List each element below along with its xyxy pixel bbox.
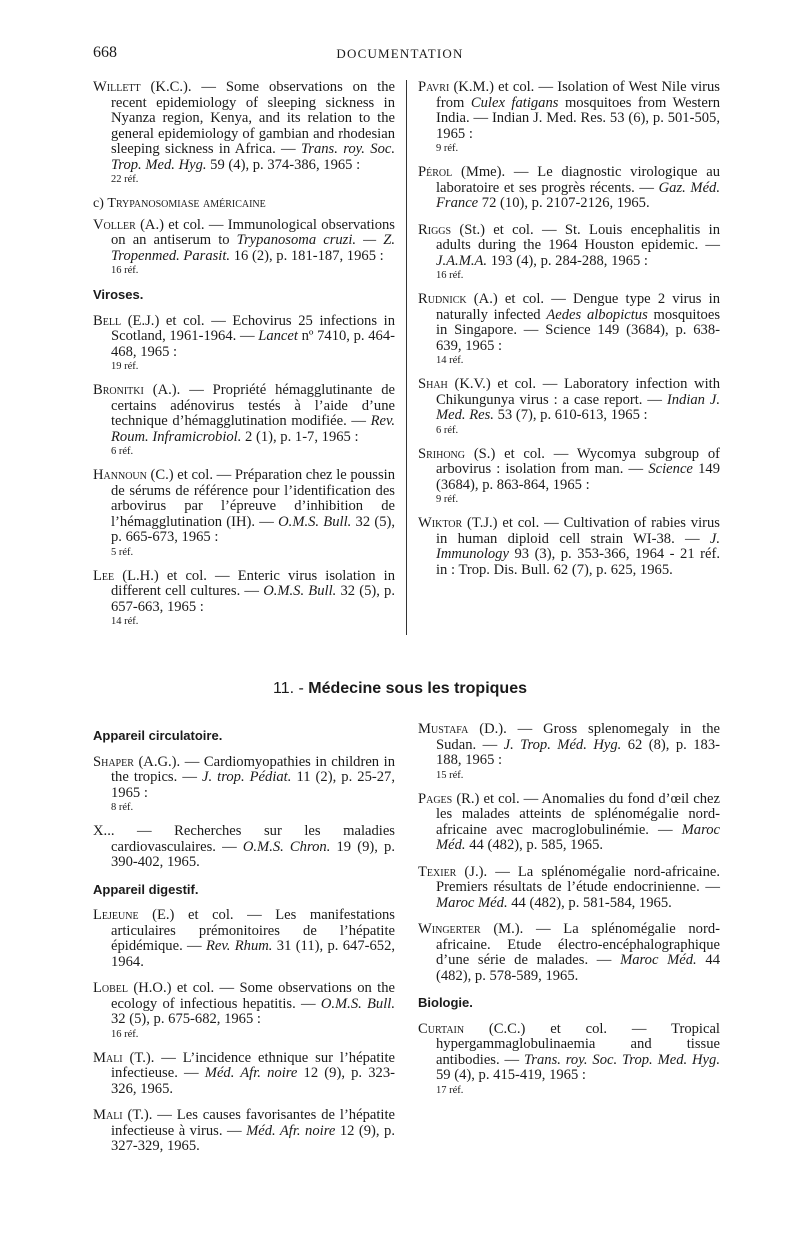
bibliography-entry [93, 908, 395, 970]
citation-body: (T.J.) et col. — Cultivation of rabies virus in human diploid cell strain WI-38. — [436, 515, 720, 547]
citation-details: 32 (5), p. 665-673, 1965 : [111, 513, 396, 545]
author-name: Mustafa [418, 721, 469, 737]
citation-text [93, 383, 395, 445]
author-name: Hannoun [93, 467, 147, 483]
citation-details: 16 (2), p. 181-187, 1965 : [230, 247, 384, 264]
author-name: Lobel [93, 980, 129, 996]
bibliography-entry [418, 292, 720, 366]
citation-details: 53 (7), p. 610-613, 1965 : [493, 407, 648, 423]
bibliography-entry [93, 755, 395, 814]
citation-body: (L.H.) et col. — Enteric virus isolation in different cell cultures. — [111, 567, 395, 599]
journal-title: Rev. Rhum. [205, 938, 273, 954]
bibliography-entry [93, 468, 395, 558]
section-title: Médecine sous les tropiques [308, 680, 527, 697]
reference-count: 19 réf. [111, 361, 139, 372]
citation-details: 72 (10), p. 2107-2126, 1965. [478, 195, 650, 211]
journal-title: Trypanosoma cruzi. — Z. Tropenmed. Parasit. [111, 232, 395, 264]
journal-title: Lancet [258, 328, 298, 344]
bibliography-entry [93, 218, 395, 277]
citation-body: (St.) et col. — St. Louis encephalitis in adults during the 1964 Houston epidemic. — [436, 221, 720, 253]
bibliography-entry [93, 383, 395, 457]
citation-text [93, 218, 395, 265]
citation-details: 2 (1), p. 1-7, 1965 : [241, 428, 359, 445]
author-name: Bronitki [93, 382, 144, 398]
citation-text [418, 80, 720, 142]
citation-details: 93 (3), p. 353-366, 1964 - 21 réf. in : Trop. Dis. Bull. 62 (7), p. 625, 1965. [436, 546, 720, 578]
bibliography-entry [93, 1051, 395, 1098]
author-name: Srihong [418, 445, 466, 462]
running-title: DOCUMENTATION [336, 46, 464, 61]
citation-details: 62 (8), p. 183-188, 1965 : [436, 736, 720, 768]
citation-details: 11 (2), p. 25-27, 1965 : [111, 769, 395, 801]
author-name: Willett [93, 79, 141, 95]
journal-title: J. Immunology [436, 530, 720, 562]
journal-title: Aedes albopictus [546, 306, 648, 323]
citation-text [93, 981, 395, 1028]
citation-details: 59 (4), p. 374-386, 1965 : [206, 156, 361, 173]
reference-count: 17 réf. [436, 1084, 464, 1096]
bibliography-entry [93, 569, 395, 628]
author-name: Shaper [93, 753, 134, 770]
author-name: Mali [93, 1049, 123, 1066]
reference-count: 15 réf. [436, 769, 464, 781]
citation-details: 44 (482), p. 578-589, 1965. [436, 952, 720, 984]
journal-title: O.M.S. Bull. [278, 513, 352, 530]
citation-body: (M.). — La splénomégalie nord-africaine. Etude électro-encéphalographique d’une série de malades. — [436, 921, 720, 968]
bibliography-entry [418, 792, 720, 854]
reference-count: 6 réf. [111, 446, 134, 457]
reference-count: 14 réf. [111, 616, 139, 627]
citation-details: 44 (482), p. 581-584, 1965. [507, 894, 672, 911]
reference-count: 16 réf. [436, 270, 464, 281]
citation-details: 12 (9), p. 327-329, 1965. [111, 1122, 395, 1154]
author-name: Shah [418, 376, 448, 392]
bibliography-entry [93, 824, 395, 871]
citation-body: (K.M.) et col. — Isolation of West Nile virus from [436, 79, 720, 111]
citation-details: 59 (4), p. 415-419, 1965 : [436, 1067, 586, 1083]
citation-details: 31 (11), p. 647-652, 1964. [111, 938, 396, 970]
bibliography-entry [418, 80, 720, 154]
section-number: 11. - [272, 680, 304, 697]
bibliography-entry [93, 314, 395, 373]
author-name: Wiktor [418, 515, 463, 531]
section-heading [0, 680, 800, 698]
citation-body: (C.) et col. — Préparation chez le poussin de sérums de référence pour l’identification des arbovirus par l’épreuve d’inhibition de l’hémagglutination (IH). — [111, 467, 395, 530]
reference-count: 16 réf. [111, 265, 139, 276]
citation-details: 12 (9), p. 323-326, 1965. [111, 1065, 395, 1097]
citation-body: (A.) et col. — Dengue type 2 virus in naturally infected [436, 291, 720, 323]
bibliography-entry [418, 865, 720, 912]
bibliography-entry [418, 1022, 720, 1096]
column-left-top [93, 80, 395, 638]
citation-body: (A.G.). — Cardiomyopathies in children in the tropics. — [111, 753, 395, 785]
journal-title: Trans. roy. Soc. Trop. Med. Hyg. [111, 141, 396, 173]
author-name: Pérol [418, 164, 453, 180]
citation-text [93, 80, 395, 173]
journal-title: Méd. Afr. noire [204, 1065, 298, 1081]
citation-text [418, 223, 720, 270]
journal-title: O.M.S. Bull. [263, 583, 337, 599]
citation-text [93, 1051, 395, 1098]
author-name: Pavri [418, 79, 450, 95]
journal-title: Maroc Méd. [436, 894, 508, 911]
category-heading: Appareil digestif. [93, 881, 199, 897]
bibliography-entry [418, 223, 720, 282]
citation-body: (Mme). — Le diagnostic virologique au laboratoire et ses progrès récents. — [436, 164, 720, 196]
citation-text [418, 447, 720, 494]
subcategory-heading [93, 196, 395, 212]
citation-body: (T.). — Les causes favorisantes de l’hépatite infectieuse à virus. — [111, 1107, 395, 1139]
page-number: 668 [93, 44, 117, 61]
citation-details: 32 (5), p. 657-663, 1965 : [111, 583, 396, 615]
citation-body: (K.C.). — Some observations on the recent epidemiology of sleeping sickness in Nyanza region, Kenya, and its relation to the general epidemiology of gambian and rhodesian sleeping sickness in Africa. — [111, 79, 395, 157]
citation-text [93, 1108, 395, 1155]
citation-body: (R.) et col. — Anomalies du fond d’œil chez les malades atteints de splénomégalie nord-africaine avec macroglobulinémie. — [436, 790, 720, 838]
author-name: Mali [93, 1107, 123, 1123]
reference-count: 16 réf. [111, 1028, 139, 1040]
citation-details: 193 (4), p. 284-288, 1965 : [487, 252, 648, 269]
author-name: Curtain [418, 1020, 465, 1037]
bibliography-entry [418, 377, 720, 436]
journal-title: J. trop. Pédiat. [201, 769, 292, 785]
bibliography-entry [93, 80, 395, 185]
author-name: Voller [93, 216, 136, 233]
citation-body: (C.C.) et col. — Tropical hypergammaglobulinaemia and tissue antibodies. — [436, 1020, 720, 1068]
author-name: Pages [418, 790, 453, 807]
bibliography-entry [418, 516, 720, 578]
citation-text [93, 824, 395, 871]
bibliography-entry [93, 981, 395, 1040]
column-divider [406, 80, 407, 635]
citation-details: mosquitoes in Singapore. — Science 149 (3684), p. 638-639, 1965 : [436, 306, 720, 354]
citation-text [418, 722, 720, 769]
column-left-bottom [93, 722, 395, 1166]
journal-title: Maroc Méd. [620, 952, 697, 968]
reference-count: 9 réf. [436, 494, 459, 505]
citation-details: nº 7410, p. 464-468, 1965 : [111, 328, 395, 360]
subcategory-title: Trypanosomiase américaine [107, 196, 266, 211]
bibliography-entry [418, 722, 720, 781]
citation-text [418, 865, 720, 912]
author-name: Wingerter [418, 921, 481, 937]
reference-count: 6 réf. [436, 424, 459, 436]
author-name: X... [93, 823, 115, 839]
bibliography-entry [418, 922, 720, 984]
reference-count: 8 réf. [111, 802, 134, 813]
citation-text [418, 516, 720, 578]
citation-text [93, 755, 395, 802]
citation-body: (A.) et col. — Immunological observations on an antiserum to [111, 216, 395, 248]
citation-text [418, 1022, 720, 1084]
author-name: Lejeune [93, 907, 139, 923]
citation-body: (S.) et col. — Wycomya subgroup of arbovirus : isolation from man. — [436, 445, 720, 477]
journal-title: Trans. roy. Soc. Trop. Med. Hyg. [523, 1051, 720, 1068]
citation-details: 149 (3684), p. 863-864, 1965 : [436, 461, 720, 493]
column-right-top [418, 80, 720, 589]
journal-title: Indian J. Med. Res. [436, 391, 720, 423]
author-name: Texier [418, 863, 457, 880]
citation-text [93, 908, 395, 970]
category-heading: Biologie. [418, 995, 473, 1010]
journal-title: Maroc Méd. [436, 821, 720, 853]
citation-body: (H.O.) et col. — Some observations on the ecology of infectious hepatitis. — [111, 980, 395, 1012]
citation-details: 44 (482), p. 585, 1965. [465, 837, 604, 853]
citation-body: (T.). — L’incidence ethnique sur l’hépatite infectieuse. — [111, 1049, 395, 1081]
reference-count: 22 réf. [111, 174, 139, 185]
page-header [93, 44, 707, 66]
journal-title: Rev. Roum. Inframicrobiol. [111, 413, 395, 445]
column-right-bottom [418, 722, 720, 1107]
category-heading: Appareil circulatoire. [93, 728, 223, 743]
citation-body: (K.V.) et col. — Laboratory infection with Chikungunya virus : a case report. — [436, 376, 720, 408]
reference-count: 9 réf. [436, 143, 459, 154]
bibliography-entry [93, 1108, 395, 1155]
author-name: Bell [93, 312, 122, 329]
citation-details: 19 (9), p. 390-402, 1965. [111, 838, 395, 870]
citation-text [93, 314, 395, 361]
citation-text [418, 377, 720, 424]
bibliography-entry [418, 447, 720, 506]
citation-text [418, 792, 720, 854]
citation-details: mosquitoes from Western India. — Indian J. Med. Res. 53 (6), p. 501-505, 1965 : [436, 94, 720, 142]
citation-text [93, 569, 395, 616]
author-name: Lee [93, 567, 115, 584]
citation-body: (E.) et col. — Les manifestations articulaires prémonitoires de l’hépatite épidémique. — [111, 907, 395, 954]
citation-body: — Recherches sur les maladies cardiovasculaires. — [111, 823, 395, 855]
category-heading: Viroses. [93, 287, 144, 302]
citation-details: 32 (5), p. 675-682, 1965 : [111, 1011, 261, 1027]
bibliography-entry [418, 165, 720, 212]
reference-count: 5 réf. [111, 546, 134, 558]
journal-title: O.M.S. Chron. [242, 838, 331, 855]
reference-count: 14 réf. [436, 355, 464, 366]
journal-title: Méd. Afr. noire [246, 1122, 336, 1139]
journal-title: J. Trop. Méd. Hyg. [503, 736, 622, 753]
citation-body: (D.). — Gross splenomegaly in the Sudan. — [436, 721, 720, 753]
citation-text [418, 165, 720, 212]
author-name: Riggs [418, 221, 452, 238]
journal-title: O.M.S. Bull. [320, 995, 395, 1012]
subcategory-prefix: c) [93, 196, 108, 211]
citation-text [418, 922, 720, 984]
citation-body: (A.). — Propriété hémagglutinante de certains adénovirus testés à l’aide d’une technique d’hémagglutination modifiée. — [111, 382, 395, 429]
journal-title: Culex fatigans [470, 94, 559, 111]
journal-title: J.A.M.A. [436, 252, 488, 269]
citation-body: (E.J.) et col. — Echovirus 25 infections in Scotland, 1961-1964. — [111, 312, 395, 344]
citation-body: (J.). — La splénomégalie nord-africaine. Premiers résultats de l’étude endocrinienne. — [436, 863, 720, 895]
journal-title: Science [648, 461, 693, 477]
journal-title: Gaz. Méd. France [436, 179, 720, 211]
citation-text [93, 468, 395, 546]
author-name: Rudnick [418, 291, 467, 307]
citation-text [418, 292, 720, 354]
